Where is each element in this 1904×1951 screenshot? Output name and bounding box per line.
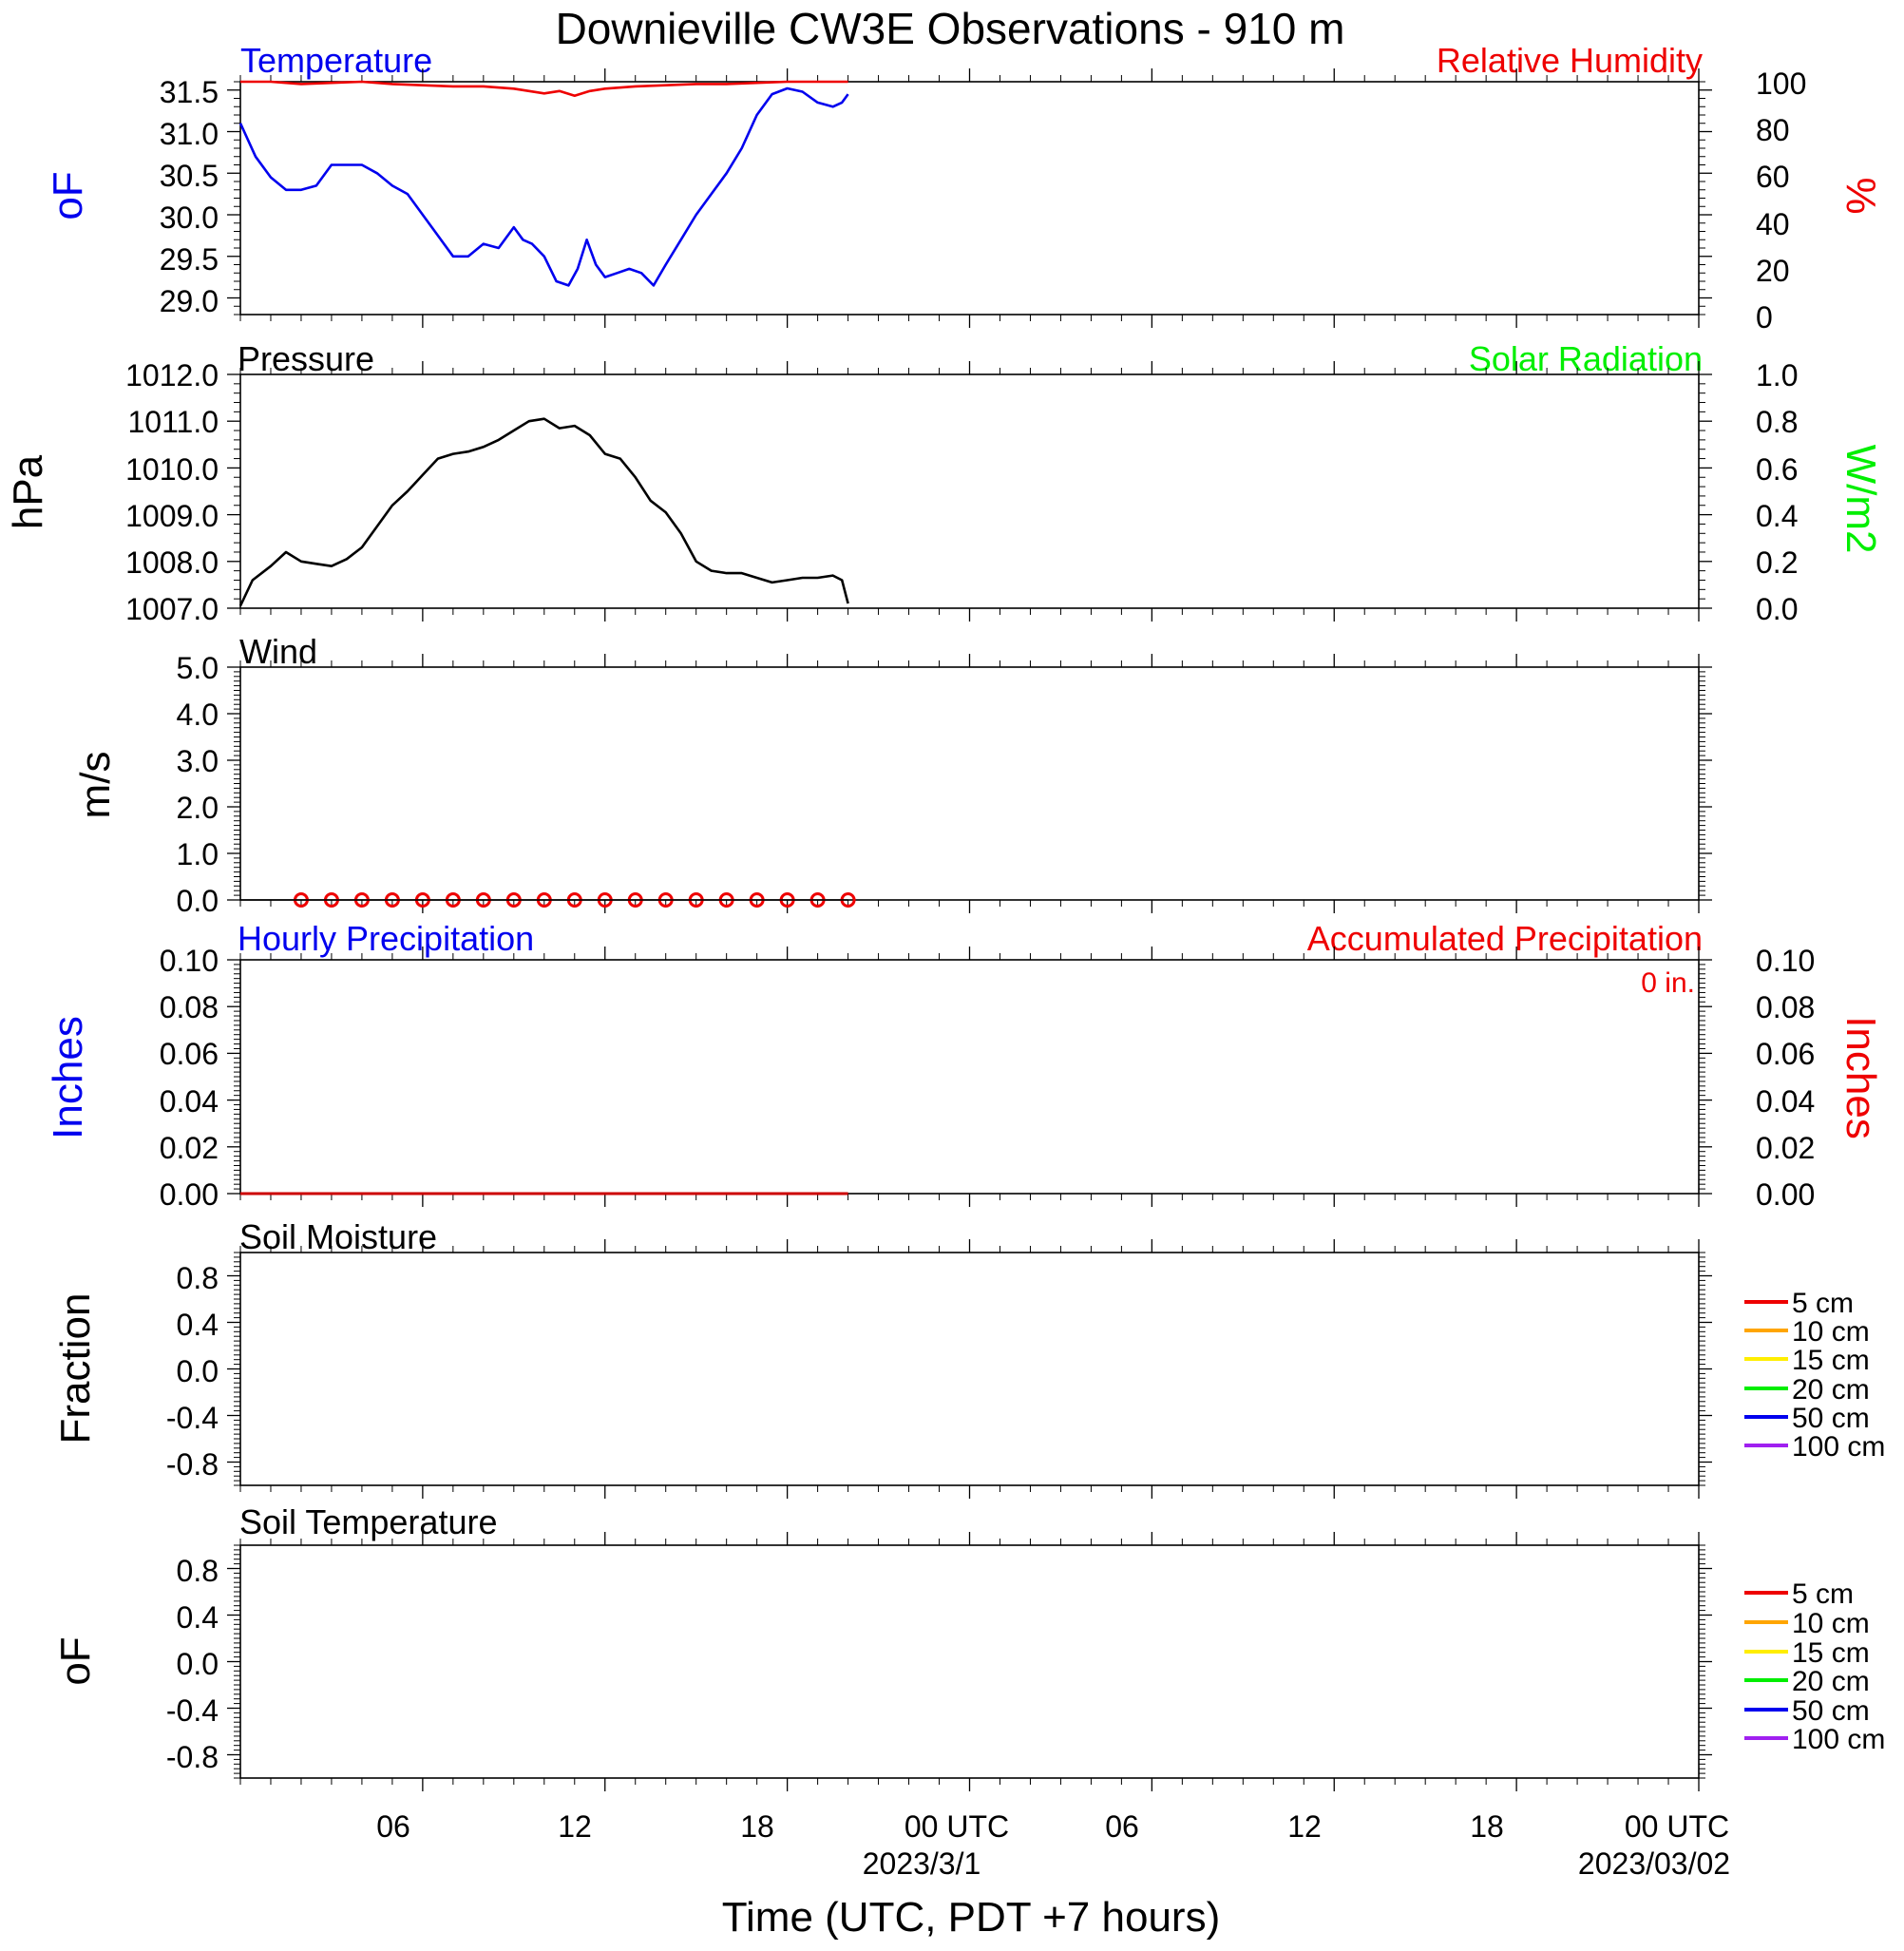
ytick-label: 0.08	[159, 990, 219, 1024]
ytick-label: 31.0	[159, 117, 219, 151]
ytick-label: 0.04	[159, 1084, 219, 1119]
legend-label: 10 cm	[1792, 1608, 1870, 1639]
ytick-label: 20	[1756, 254, 1790, 288]
legend-label: 50 cm	[1792, 1403, 1870, 1434]
xtick-label: 06	[376, 1809, 410, 1844]
ytick-label: 0	[1756, 300, 1773, 335]
legend-label: 20 cm	[1792, 1666, 1870, 1697]
xtick-label: 00 UTC	[1624, 1809, 1730, 1844]
ytick-label: 0.0	[176, 884, 219, 918]
ytick-label: 1.0	[176, 837, 219, 871]
panel-pressure-title: Pressure	[238, 339, 375, 378]
ytick-label: 31.5	[159, 75, 219, 109]
panel-solar-ylabel: W/m2	[1837, 444, 1884, 554]
x-axis-title: Time (UTC, PDT +7 hours)	[721, 1894, 1221, 1941]
ytick-label: 0.02	[1756, 1131, 1816, 1165]
ytick-label: 0.8	[176, 1261, 219, 1295]
ytick-label: 0.4	[176, 1600, 219, 1635]
panel-accum-precip-ylabel: Inches	[1837, 1016, 1884, 1139]
ytick-label: 0.06	[1756, 1037, 1816, 1071]
ytick-label: 0.00	[159, 1177, 219, 1212]
xtick-label: 12	[558, 1809, 592, 1844]
ytick-label: 29.5	[159, 242, 219, 277]
ytick-label: 0.10	[159, 944, 219, 978]
panel-temperature-ylabel: oF	[45, 171, 91, 220]
legend-label: 50 cm	[1792, 1695, 1870, 1727]
panel-hourly-precip-title: Hourly Precipitation	[238, 919, 535, 958]
ytick-label: 3.0	[176, 744, 219, 778]
ytick-label: 0.8	[1756, 405, 1799, 439]
ytick-label: 0.0	[1756, 592, 1799, 626]
legend-label: 5 cm	[1792, 1288, 1855, 1319]
ytick-label: 29.0	[159, 284, 219, 318]
xtick-sublabel: 2023/03/02	[1577, 1846, 1731, 1881]
xtick-sublabel: 2023/3/1	[862, 1846, 981, 1881]
ytick-label: 0.04	[1756, 1084, 1816, 1119]
panel-accum-precip-title: Accumulated Precipitation	[1306, 919, 1703, 958]
ytick-label: 1012.0	[125, 358, 219, 392]
ytick-label: 0.06	[159, 1037, 219, 1071]
ytick-label: 0.10	[1756, 944, 1816, 978]
xtick-label: 06	[1105, 1809, 1139, 1844]
ytick-label: 0.0	[176, 1647, 219, 1681]
panel-solar-title: Solar Radiation	[1468, 339, 1703, 378]
ytick-label: 60	[1756, 160, 1790, 194]
panel-soil-moisture-title: Soil Moisture	[239, 1217, 438, 1256]
ytick-label: 100	[1756, 67, 1807, 101]
ytick-label: 0.08	[1756, 990, 1816, 1024]
ytick-label: 30.5	[159, 159, 219, 193]
ytick-label: 0.2	[1756, 545, 1799, 580]
panel-hourly-precip-ylabel: Inches	[45, 1016, 91, 1139]
ytick-label: 30.0	[159, 201, 219, 235]
ytick-label: -0.8	[165, 1447, 219, 1482]
legend-label: 100 cm	[1792, 1431, 1886, 1463]
xtick-label: 12	[1287, 1809, 1322, 1844]
ytick-label: 0.8	[176, 1554, 219, 1588]
ytick-label: 0.4	[176, 1308, 219, 1342]
panel-soil-temperature-title: Soil Temperature	[239, 1502, 498, 1541]
ytick-label: 1007.0	[125, 592, 219, 626]
ytick-label: 1010.0	[125, 452, 219, 487]
accumulated-precip-annotation: 0 in.	[1641, 967, 1695, 999]
legend-label: 20 cm	[1792, 1374, 1870, 1406]
ytick-label: 0.00	[1756, 1177, 1816, 1212]
ytick-label: 0.02	[159, 1131, 219, 1165]
ytick-label: -0.4	[165, 1401, 219, 1435]
figure-title: Downieville CW3E Observations - 910 m	[555, 4, 1345, 53]
panel-wind-ylabel: m/s	[72, 751, 119, 819]
ytick-label: 80	[1756, 113, 1790, 147]
xtick-label: 00 UTC	[904, 1809, 1010, 1844]
ytick-label: 0.6	[1756, 452, 1799, 487]
xtick-label: 18	[1470, 1809, 1504, 1844]
panel-temperature-title: Temperature	[240, 41, 433, 80]
ytick-label: 1011.0	[127, 405, 219, 439]
ytick-label: 0.0	[176, 1354, 219, 1388]
ytick-label: 1009.0	[125, 499, 219, 533]
ytick-label: 5.0	[176, 651, 219, 685]
legend-label: 15 cm	[1792, 1345, 1870, 1376]
panel-humidity-ylabel: %	[1837, 177, 1884, 215]
panel-soil-temperature-ylabel: oF	[52, 1636, 99, 1686]
legend-label: 10 cm	[1792, 1316, 1870, 1348]
panel-soil-moisture-ylabel: Fraction	[52, 1292, 99, 1444]
ytick-label: 40	[1756, 207, 1790, 241]
panel-wind-title: Wind	[239, 632, 318, 671]
legend-label: 100 cm	[1792, 1724, 1886, 1755]
panel-humidity-title: Relative Humidity	[1436, 41, 1703, 80]
legend-label: 15 cm	[1792, 1637, 1870, 1669]
ytick-label: 1.0	[1756, 358, 1799, 392]
panel-pressure-ylabel: hPa	[5, 454, 51, 530]
legend-label: 5 cm	[1792, 1578, 1855, 1610]
ytick-label: -0.8	[165, 1740, 219, 1774]
ytick-label: -0.4	[165, 1693, 219, 1728]
xtick-label: 18	[740, 1809, 774, 1844]
ytick-label: 2.0	[176, 791, 219, 825]
ytick-label: 0.4	[1756, 499, 1799, 533]
ytick-label: 4.0	[176, 698, 219, 732]
ytick-label: 1008.0	[125, 545, 219, 580]
